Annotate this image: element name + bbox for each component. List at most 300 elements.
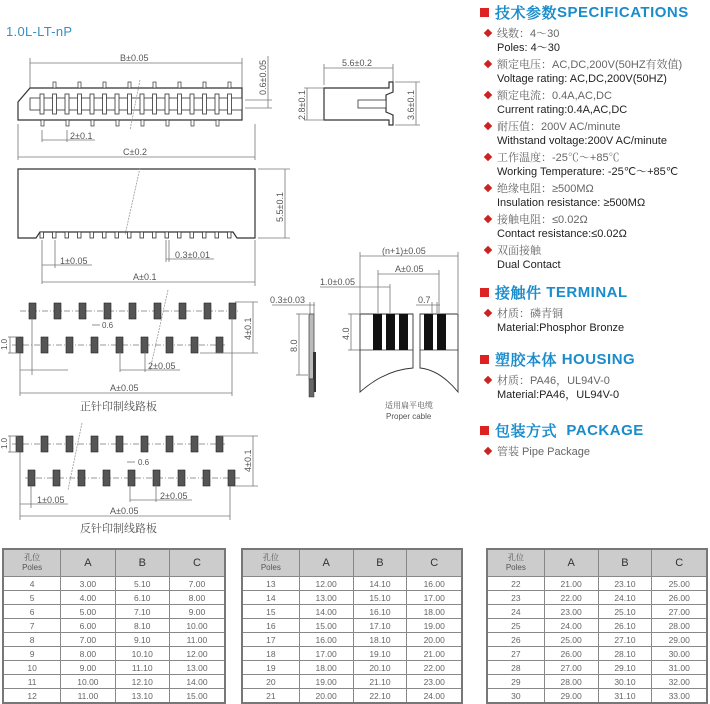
table-row xyxy=(3,675,225,689)
spec-text-cn: 绝缘电阻：≥500MΩ xyxy=(497,183,594,195)
table-cell: 24.00 xyxy=(407,689,462,704)
table-row xyxy=(3,619,225,633)
table-cell: 10.00 xyxy=(169,619,225,633)
header-c: C xyxy=(169,549,225,577)
spec-text-en: Current rating:0.4A,AC,DC xyxy=(497,104,628,116)
table-cell: 3.00 xyxy=(61,577,115,591)
pcb-pad xyxy=(216,337,223,353)
table-cell: 8 xyxy=(3,633,61,647)
table-cell: 10 xyxy=(3,661,61,675)
pcb-straight-caption: 正针印制线路板 xyxy=(80,401,157,413)
pcb-pad xyxy=(116,337,123,353)
table-cell: 31.00 xyxy=(652,661,707,675)
table-row xyxy=(242,661,462,675)
pcb-pad xyxy=(66,436,73,452)
header-poles-en: Poles xyxy=(505,563,526,572)
diamond-bullet-icon xyxy=(484,122,492,130)
header-poles xyxy=(242,549,299,577)
table-cell: 21.00 xyxy=(407,647,462,661)
table-cell: 11 xyxy=(3,675,61,689)
table-cell: 17 xyxy=(242,633,299,647)
table-cell: 12.00 xyxy=(299,577,353,591)
table-row xyxy=(242,675,462,689)
table-row xyxy=(242,577,462,591)
front-pin xyxy=(65,232,69,238)
spec-item xyxy=(480,27,710,55)
table-row xyxy=(242,605,462,619)
spec-item xyxy=(480,58,710,86)
table-cell: 19.00 xyxy=(407,619,462,633)
table-cell: 7.00 xyxy=(169,577,225,591)
table-cell: 30.10 xyxy=(598,675,652,689)
pcb-pad xyxy=(141,337,148,353)
pcb-pad xyxy=(204,303,211,319)
pcb-reverse-caption: 反针印制线路板 xyxy=(80,523,157,535)
contact-pin xyxy=(65,94,69,114)
contact-pin xyxy=(128,94,132,114)
pcb-a-row-pitch-label: 4±0.1 xyxy=(243,317,253,340)
table-cell: 21 xyxy=(242,689,299,704)
dimension-table-3 xyxy=(486,548,708,704)
table-cell: 27.10 xyxy=(598,633,652,647)
spec-text-cn: 额定电流：0.4A,AC,DC xyxy=(497,90,612,102)
table-cell: 7.10 xyxy=(115,605,169,619)
table-cell: 33.00 xyxy=(652,689,707,704)
header-poles xyxy=(487,549,544,577)
table-cell: 24.00 xyxy=(544,619,598,633)
header-b: B xyxy=(115,549,169,577)
front-pin xyxy=(40,232,44,238)
pcb-pad xyxy=(128,470,135,486)
front-a-dim-label: A±0.1 xyxy=(133,272,157,282)
spec-text-cn: 线数：4～30 xyxy=(497,28,560,40)
table-cell: 18 xyxy=(242,647,299,661)
table-cell: 5.00 xyxy=(61,605,115,619)
table-cell: 30 xyxy=(487,689,544,704)
table-cell: 26.00 xyxy=(652,591,707,605)
pcb-pad xyxy=(203,470,210,486)
table-cell: 24.10 xyxy=(598,591,652,605)
table-cell: 30.00 xyxy=(652,647,707,661)
table-cell: 11.00 xyxy=(169,633,225,647)
square-bullet-icon xyxy=(480,288,489,297)
pcb-pad xyxy=(153,470,160,486)
contact-pin xyxy=(90,94,94,114)
table-row xyxy=(487,689,707,704)
table-cell: 11.00 xyxy=(61,689,115,704)
contact-pin xyxy=(178,94,182,114)
spec-text-cn: 材质：磷青铜 xyxy=(497,308,563,320)
cable-caption-cn: 适用扁平电缆 xyxy=(385,401,433,410)
table-cell: 18.00 xyxy=(407,605,462,619)
pcb-pad xyxy=(229,303,236,319)
cable-drawing xyxy=(270,246,458,421)
model-title: 1.0L-LT-nP xyxy=(6,24,73,39)
diamond-bullet-icon xyxy=(484,184,492,192)
pcb-a-a-dim-label: A±0.05 xyxy=(110,383,139,393)
table-cell: 27.00 xyxy=(544,661,598,675)
table-cell: 25.00 xyxy=(652,577,707,591)
spec-text-cn: 额定电压：AC,DC,200V(50HZ有效值) xyxy=(497,59,683,71)
table-cell: 26.10 xyxy=(598,619,652,633)
pcb-a-pitch-label: 2±0.05 xyxy=(148,361,176,371)
table-cell: 29 xyxy=(487,675,544,689)
table-cell: 14.00 xyxy=(169,675,225,689)
front-pin xyxy=(215,232,219,238)
table-cell: 14.00 xyxy=(299,605,353,619)
pcb-pad xyxy=(41,436,48,452)
side-right-height-label: 3.6±0.1 xyxy=(406,90,416,120)
pcb-pad xyxy=(166,436,173,452)
pcb-pad xyxy=(78,470,85,486)
diamond-bullet-icon xyxy=(484,309,492,317)
b-dim-label: B±0.05 xyxy=(120,53,149,63)
table-cell: 17.00 xyxy=(407,591,462,605)
contact-pin xyxy=(140,94,144,114)
header-c: C xyxy=(407,549,462,577)
pcb-pad xyxy=(16,337,23,353)
table-cell: 13 xyxy=(242,577,299,591)
pin-height-label: 0.6±0.05 xyxy=(258,60,268,95)
table-cell: 20.10 xyxy=(353,661,407,675)
pcb-pad xyxy=(129,303,136,319)
pcb-reverse-layout xyxy=(0,423,258,535)
square-bullet-icon xyxy=(480,355,489,364)
table-row xyxy=(487,619,707,633)
pcb-a-pad-len-label: 1.0 xyxy=(0,338,9,350)
pcb-pad xyxy=(91,337,98,353)
table-cell: 8.00 xyxy=(61,647,115,661)
spec-item xyxy=(480,374,710,402)
diamond-bullet-icon xyxy=(484,376,492,384)
pcb-pad xyxy=(154,303,161,319)
table-row xyxy=(487,661,707,675)
pcb-a-gap-label: 0.6 xyxy=(102,321,114,330)
front-pin xyxy=(140,232,144,238)
pcb-pad xyxy=(41,337,48,353)
spec-item xyxy=(480,213,710,241)
side-left-height-label: 2.8±0.1 xyxy=(297,90,307,120)
table-row xyxy=(487,647,707,661)
pin-width-label: 0.3±0.01 xyxy=(175,250,210,260)
table-cell: 22.00 xyxy=(407,661,462,675)
spec-text-en: Dual Contact xyxy=(497,259,561,271)
side-view xyxy=(297,58,420,125)
pcb-b-pad-len-label: 1.0 xyxy=(0,437,9,449)
pcb-pad xyxy=(179,303,186,319)
contact-pin xyxy=(190,94,194,114)
table-cell: 25.10 xyxy=(598,605,652,619)
table-cell: 21.00 xyxy=(544,577,598,591)
table-row xyxy=(242,619,462,633)
table-cell: 27.00 xyxy=(652,605,707,619)
spec-text-cn: 工作温度：-25℃～+85℃ xyxy=(497,152,620,164)
pcb-pad xyxy=(91,436,98,452)
cable-height-label: 4.0 xyxy=(341,327,351,340)
front-pin xyxy=(178,232,182,238)
contact-pin xyxy=(228,94,232,114)
table-cell: 9.00 xyxy=(169,605,225,619)
table-cell: 9.00 xyxy=(61,661,115,675)
table-cell: 23.00 xyxy=(407,675,462,689)
table-header-row xyxy=(242,549,462,577)
contact-pin xyxy=(78,94,82,114)
cable-caption-en: Proper cable xyxy=(386,412,432,421)
table-cell: 12.10 xyxy=(115,675,169,689)
table-row xyxy=(3,633,225,647)
contact-pin xyxy=(153,94,157,114)
pcb-pad xyxy=(79,303,86,319)
pcb-pad xyxy=(54,303,61,319)
front-pin xyxy=(53,232,57,238)
table-cell: 25.00 xyxy=(544,633,598,647)
table-row xyxy=(3,661,225,675)
pcb-b-row-pitch-label: 4±0.1 xyxy=(243,449,253,472)
table-row xyxy=(3,647,225,661)
table-cell: 26 xyxy=(487,633,544,647)
pcb-b-a-dim-label: A±0.05 xyxy=(110,506,139,516)
spec-text-cn: 双面接触 xyxy=(497,245,541,257)
pcb-pad xyxy=(28,470,35,486)
table-row xyxy=(3,689,225,704)
table-row xyxy=(242,591,462,605)
section-header-package: 包装方式 PACKAGE xyxy=(480,420,710,441)
table-cell: 27 xyxy=(487,647,544,661)
front-pin xyxy=(128,232,132,238)
table-cell: 15.00 xyxy=(169,689,225,704)
table-cell: 28.10 xyxy=(598,647,652,661)
spec-text-en: Withstand voltage:200V AC/minute xyxy=(497,135,667,147)
contact-pin xyxy=(103,94,107,114)
pcb-pad xyxy=(178,470,185,486)
table-cell: 6.10 xyxy=(115,591,169,605)
table-cell: 15.10 xyxy=(353,591,407,605)
table-cell: 12 xyxy=(3,689,61,704)
table-cell: 6 xyxy=(3,605,61,619)
front-view xyxy=(18,168,290,286)
table-cell: 29.00 xyxy=(544,689,598,704)
front-pin xyxy=(190,232,194,238)
pcb-pad xyxy=(116,436,123,452)
table-cell: 9.10 xyxy=(115,633,169,647)
cable-a-dim-label: A±0.05 xyxy=(395,264,424,274)
table-cell: 32.00 xyxy=(652,675,707,689)
header-a: A xyxy=(544,549,598,577)
table-cell: 31.10 xyxy=(598,689,652,704)
table-cell: 13.10 xyxy=(115,689,169,704)
spec-text-en: Insulation resistance: ≥500MΩ xyxy=(497,197,646,209)
spec-item xyxy=(480,244,710,272)
square-bullet-icon xyxy=(480,8,489,17)
pcb-b-pitch-label: 2±0.05 xyxy=(160,491,188,501)
table-cell: 25 xyxy=(487,619,544,633)
table-row xyxy=(242,647,462,661)
pcb-pad xyxy=(141,436,148,452)
header-poles-en: Poles xyxy=(22,563,43,572)
contact-pin xyxy=(53,94,57,114)
table-cell: 29.10 xyxy=(598,661,652,675)
dimension-table-1 xyxy=(2,548,226,704)
spec-item xyxy=(480,307,710,335)
table-cell: 8.10 xyxy=(115,619,169,633)
table-cell: 19 xyxy=(242,661,299,675)
table-cell: 22.00 xyxy=(544,591,598,605)
table-cell: 23.10 xyxy=(598,577,652,591)
header-poles-en: Poles xyxy=(260,563,281,572)
table-cell: 5 xyxy=(3,591,61,605)
header-c: C xyxy=(652,549,707,577)
table-cell: 19.10 xyxy=(353,647,407,661)
spec-text-cn: 管装 Pipe Package xyxy=(497,446,590,458)
diamond-bullet-icon xyxy=(484,447,492,455)
table-cell: 18.00 xyxy=(299,661,353,675)
pcb-pad xyxy=(103,470,110,486)
diamond-bullet-icon xyxy=(484,153,492,161)
table-row xyxy=(242,689,462,704)
table-cell: 15 xyxy=(242,605,299,619)
table-cell: 14.10 xyxy=(353,577,407,591)
front-pin xyxy=(115,232,119,238)
front-pin xyxy=(78,232,82,238)
pcb-pad xyxy=(216,436,223,452)
contact-pin xyxy=(215,94,219,114)
table-cell: 16.00 xyxy=(407,577,462,591)
table-cell: 29.00 xyxy=(652,633,707,647)
spec-item xyxy=(480,445,710,459)
contact-pin xyxy=(40,94,44,114)
table-cell: 17.00 xyxy=(299,647,353,661)
table-header-row xyxy=(3,549,225,577)
table-row xyxy=(487,633,707,647)
table-cell: 24 xyxy=(487,605,544,619)
diamond-bullet-icon xyxy=(484,215,492,223)
spec-text-cn: 耐压值：200V AC/minute xyxy=(497,121,621,133)
table-header-row xyxy=(487,549,707,577)
table-cell: 14 xyxy=(242,591,299,605)
table-row xyxy=(3,605,225,619)
spec-text-en: Poles: 4～30 xyxy=(497,42,560,54)
table-cell: 16 xyxy=(242,619,299,633)
spec-item xyxy=(480,120,710,148)
table-row xyxy=(242,633,462,647)
pcb-b-offset-label: 1±0.05 xyxy=(37,495,65,505)
table-row xyxy=(487,675,707,689)
section-header-housing: 塑胶本体 HOUSING xyxy=(480,349,710,370)
diamond-bullet-icon xyxy=(484,29,492,37)
table-cell: 7.00 xyxy=(61,633,115,647)
table-cell: 22 xyxy=(487,577,544,591)
table-cell: 11.10 xyxy=(115,661,169,675)
cable-contact-label: 0.7 xyxy=(418,295,431,305)
cable-length-label: 8.0 xyxy=(289,339,299,352)
front-pin xyxy=(90,232,94,238)
table-cell: 9 xyxy=(3,647,61,661)
pcb-pad xyxy=(104,303,111,319)
table-cell: 5.10 xyxy=(115,577,169,591)
table-cell: 23 xyxy=(487,591,544,605)
front-pin xyxy=(203,232,207,238)
contact-pin xyxy=(203,94,207,114)
header-poles-cn: 孔位 xyxy=(262,553,279,562)
front-pin xyxy=(103,232,107,238)
table-row xyxy=(487,605,707,619)
table-cell: 20 xyxy=(242,675,299,689)
table-cell: 6.00 xyxy=(61,619,115,633)
table-cell: 7 xyxy=(3,619,61,633)
cable-total-width-label: (n+1)±0.05 xyxy=(382,246,426,256)
table-cell: 10.10 xyxy=(115,647,169,661)
spec-text-cn: 接触电阻：≤0.02Ω xyxy=(497,214,588,226)
table-cell: 23.00 xyxy=(544,605,598,619)
table-cell: 26.00 xyxy=(544,647,598,661)
table-cell: 28 xyxy=(487,661,544,675)
table-cell: 16.00 xyxy=(299,633,353,647)
front-pin xyxy=(228,232,232,238)
spec-item xyxy=(480,182,710,210)
header-a: A xyxy=(61,549,115,577)
pcb-pad xyxy=(228,470,235,486)
front-pin xyxy=(153,232,157,238)
spec-item xyxy=(480,151,710,179)
pcb-b-gap-label: 0.6 xyxy=(138,458,150,467)
table-cell: 4 xyxy=(3,577,61,591)
header-poles-cn: 孔位 xyxy=(24,553,41,562)
header-a: A xyxy=(299,549,353,577)
table-cell: 28.00 xyxy=(652,619,707,633)
table-cell: 13.00 xyxy=(169,661,225,675)
pcb-straight-layout xyxy=(0,290,258,413)
c-dim-label: C±0.2 xyxy=(123,147,147,157)
table-cell: 13.00 xyxy=(299,591,353,605)
table-row xyxy=(487,591,707,605)
pcb-pad xyxy=(191,436,198,452)
pcb-pad xyxy=(16,436,23,452)
section-header-terminal: 接触件 TERMINAL xyxy=(480,282,710,303)
side-width-label: 5.6±0.2 xyxy=(342,58,372,68)
pcb-pad xyxy=(53,470,60,486)
front-pin xyxy=(165,232,169,238)
contact-pin xyxy=(115,94,119,114)
spec-text-en: Material:Phosphor Bronze xyxy=(497,322,625,334)
cable-pitch-label: 1.0±0.05 xyxy=(320,277,355,287)
square-bullet-icon xyxy=(480,426,489,435)
spec-text-cn: 材质：PA46，UL94V-0 xyxy=(497,375,610,387)
table-cell: 17.10 xyxy=(353,619,407,633)
table-cell: 10.00 xyxy=(61,675,115,689)
table-cell: 22.10 xyxy=(353,689,407,704)
header-poles xyxy=(3,549,61,577)
table-cell: 18.10 xyxy=(353,633,407,647)
diamond-bullet-icon xyxy=(484,246,492,254)
table-cell: 20.00 xyxy=(407,633,462,647)
contact-pin xyxy=(165,94,169,114)
front-height-label: 5.5±0.1 xyxy=(275,192,285,222)
table-row xyxy=(487,577,707,591)
cable-thickness-label: 0.3±0.03 xyxy=(270,295,305,305)
pcb-pad xyxy=(29,303,36,319)
table-cell: 19.00 xyxy=(299,675,353,689)
pcb-pad xyxy=(66,337,73,353)
table-cell: 15.00 xyxy=(299,619,353,633)
front-pitch-label: 1±0.05 xyxy=(60,256,88,266)
specifications-panel xyxy=(480,2,710,462)
pcb-pad xyxy=(166,337,173,353)
table-row xyxy=(3,591,225,605)
pcb-pad xyxy=(191,337,198,353)
dimension-table-2 xyxy=(241,548,463,704)
section-header-specifications: 技术参数 SPECIFICATIONS xyxy=(480,2,710,23)
spec-item xyxy=(480,89,710,117)
